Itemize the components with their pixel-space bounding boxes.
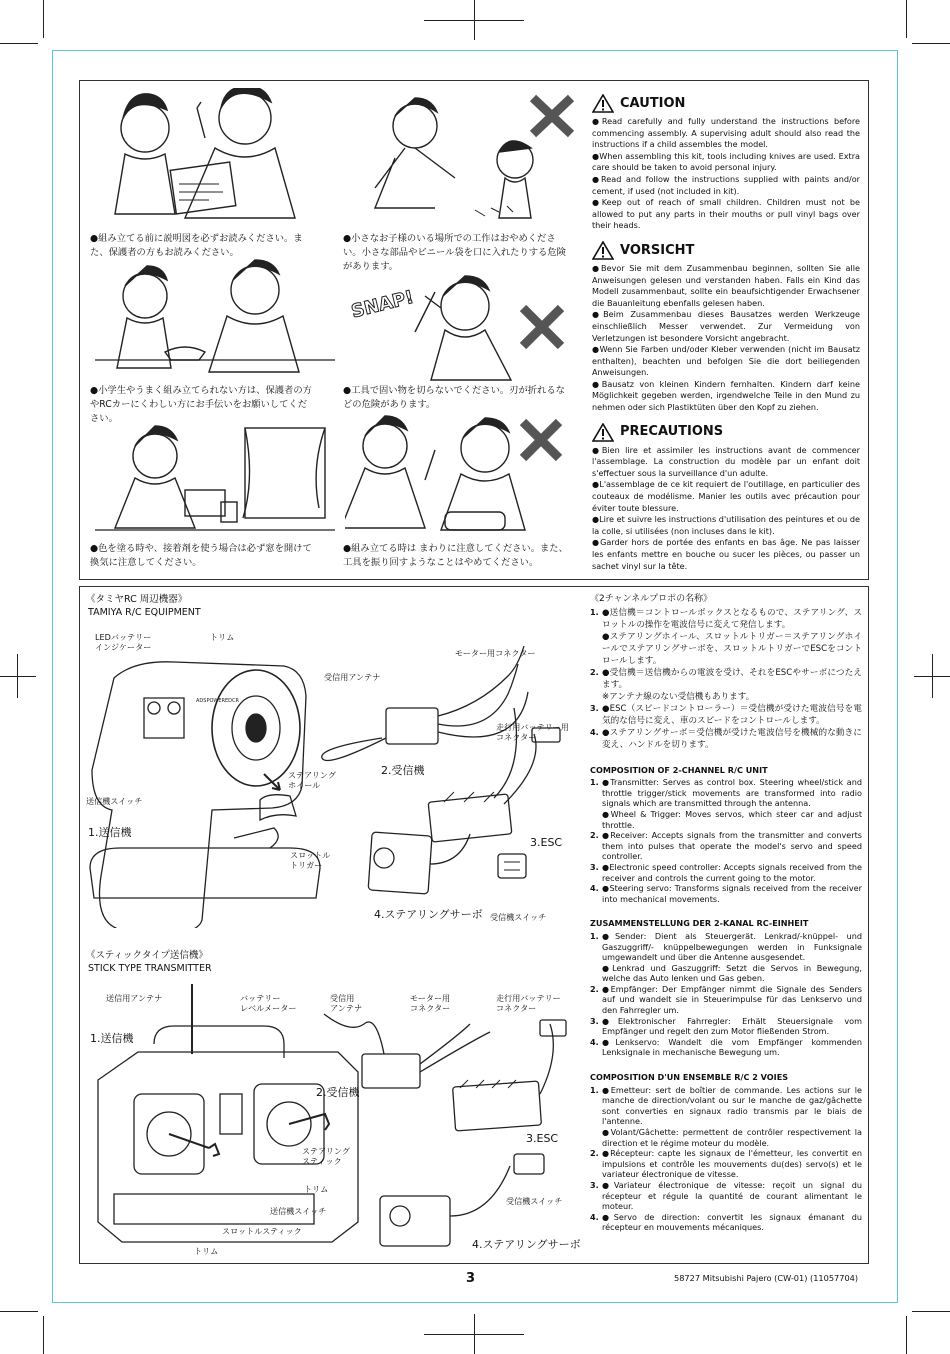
- caution-item: ●Read carefully and fully understand the instructions before commencing assembly. A supervising adult should also read the instructions if a child assembles the model.: [592, 116, 860, 150]
- label-stick-transmitter: 1.送信機: [90, 1032, 134, 1045]
- vorsicht-title: VORSICHT: [620, 242, 695, 258]
- composition-en-title: COMPOSITION OF 2-CHANNEL R/C UNIT: [590, 764, 768, 775]
- warnings-column: [592, 88, 860, 572]
- label-motor-connector: モーター用コネクター: [455, 648, 536, 658]
- label-stick-servo: 4.ステアリングサーボ: [472, 1238, 581, 1251]
- crop-mark: [17, 654, 18, 698]
- child-small-parts-illustration: [345, 90, 585, 228]
- label-stick-receiver: 2.受信機: [316, 1086, 360, 1099]
- vorsicht-item: ●Bevor Sie mit dem Zusammenbau beginnen, sollten Sie alle Anweisungen gelesen und verstanden haben. Falls ein Kind das Modell zusammenbaut, sollte ein beaufsichtigender Erwachsener die Bauanleitung ebenfalls gelesen haben.: [592, 262, 860, 308]
- crop-mark: [424, 1334, 524, 1335]
- composition-fr-item: 3. ●Variateur électronique de vitesse: reçoit un signal du récepteur et régule la quantité de courant alimentant le moteur.: [590, 1179, 862, 1212]
- equipment-title-en: TAMIYA R/C EQUIPMENT: [88, 607, 201, 618]
- label-steering-wheel: ステアリング ホイール: [288, 770, 336, 790]
- label-stick-trim-2: トリム: [194, 1246, 219, 1256]
- caption-small-children: ●小さなお子様のいる場所での工作はおやめください。小さな部品やビニール袋を口に入れたりする危険があります。: [343, 233, 566, 272]
- caution-item: ●Keep out of reach of small children. Children must not be allowed to put any parts in their mouths or pull vinyl bags over their heads.: [592, 197, 860, 231]
- composition-en-item: 1. ●Transmitter: Serves as control box. Steering wheel/stick and throttle trigger/stick movements are transformed into radio signals which are transmitted through the antenna. ●Wheel & Trigger: Moves servos, which steer car and adjust throttle.: [590, 777, 862, 830]
- painting-window-illustration: [95, 424, 335, 540]
- equipment-title-jp: 《タミヤRC 周辺機器》: [86, 594, 188, 605]
- label-transmitter: 1.送信機: [88, 826, 132, 839]
- vorsicht-text: [592, 263, 860, 414]
- tool-waving-illustration: [345, 412, 585, 540]
- caution-text: [592, 116, 860, 232]
- caption-tool-safety: ●組み立てる時は まわりに注意してください。また、工具を振り回すようなことはやめてください。: [343, 543, 568, 568]
- composition-de-item: 2. ●Empfänger: Der Empfänger nimmt die Signale des Senders auf und wandelt sie in Steuerimpulse für das Lenkservo und den Fahrregler um.: [590, 983, 862, 1016]
- composition-de-item: 1. ●Sender: Dient als Steuergerät. Lenkrad/-knüppel- und Gaszuggriff/- knüppelbewegungen werden in Funksignale umgewandelt und über die Antenne ausgesendet. ●Lenkrad und Gaszuggriff: Setzt die Servos in Bewegung, welche das Auto lenken und Gas geben.: [590, 930, 862, 984]
- label-stick-battery-connector: 走行用バッテリー コネクター: [496, 993, 561, 1013]
- composition-fr-title: COMPOSITION D'UN ENSEMBLE R/C 2 VOIES: [590, 1072, 789, 1083]
- precautions-item: ●Lire et suivre les instructions d'utilisation des peintures et ou de la colle, si utilisées (non incluses dans le kit).: [592, 514, 860, 536]
- product-code: 58727 Mitsubishi Pajero (CW-01) (11057704): [674, 1273, 859, 1283]
- crop-mark: [932, 654, 933, 698]
- vorsicht-item: ●Beim Zusammenbau dieses Bausatzes werden Werkzeuge einschließlich Messer verwendet. Zur Vermeidung von Verletzungen ist besondere Vorsicht angebracht.: [592, 309, 860, 343]
- stick-title-jp: 《スティックタイプ送信機》: [86, 950, 208, 961]
- label-throttle-trigger: スロットル トリガー: [290, 850, 331, 870]
- crop-mark: [912, 43, 950, 44]
- label-rx-antenna: 受信用アンテナ: [324, 672, 381, 682]
- composition-en-item: 4. ●Steering servo: Transforms signals received from the receiver into mechanical movements.: [590, 883, 862, 904]
- crop-mark: [0, 1311, 38, 1312]
- composition-jp-title: 《2チャンネルプロポの名称》: [590, 594, 713, 604]
- precautions-item: ●L'assemblage de ce kit requiert de l'outillage, en particulier des couteaux de modélisme. Manier les outils avec précaution pour éviter toute blessure.: [592, 479, 860, 513]
- crop-mark: [0, 43, 38, 44]
- precautions-heading: [592, 423, 860, 442]
- snap-text: SNAP!: [349, 286, 416, 323]
- label-battery-meter: バッテリー レベルメーター: [240, 993, 297, 1013]
- composition-fr-item: 4. ●Servo de direction: convertit les signaux émanant du récepteur en mouvements mécaniques.: [590, 1211, 862, 1233]
- crop-mark: [906, 1316, 907, 1354]
- warning-triangle-icon: [592, 241, 614, 260]
- label-stick-rx-switch: 受信機スイッチ: [506, 1196, 563, 1206]
- composition-en-item: 2. ●Receiver: Accepts signals from the transmitter and converts them into pulses that operate the model's servo and speed controller.: [590, 830, 862, 862]
- precautions-text: [592, 445, 860, 573]
- caption-read-instructions: ●組み立てる前に説明図を必ずお読みください。また、保護者の方もお読みください。: [90, 233, 303, 258]
- label-tx-antenna: 送信用アンテナ: [106, 993, 163, 1003]
- label-tx-switch: 送信機スイッチ: [86, 796, 143, 806]
- page-number: 3: [466, 1271, 476, 1286]
- crop-mark: [424, 20, 524, 21]
- composition-jp-item: 4. ●ステアリングサーボ＝受信機が受けた電波信号を機械的な動きに変え、ハンドルを切ります。: [590, 726, 862, 750]
- label-steering-stick: ステアリング スティック: [302, 1146, 350, 1166]
- caption-ventilation: ●色を塗る時や、接着剤を使う場合は必ず窓を開けて換気に注意してください。: [90, 543, 312, 568]
- label-led-indicator: LEDバッテリー インジケーター: [95, 632, 152, 652]
- label-stick-motor-connector: モーター用 コネクター: [410, 993, 451, 1013]
- transmitter-brand-text: ADSPOWEREDCR: [196, 698, 239, 704]
- crop-mark: [43, 1316, 44, 1354]
- label-battery-connector: 走行用バッテリー用 コネクター: [496, 722, 569, 742]
- stick-transmitter-diagram: [84, 984, 584, 1256]
- parent-helping-illustration: [95, 256, 335, 384]
- precautions-title: PRECAUTIONS: [620, 424, 724, 440]
- vorsicht-item: ●Bausatz von kleinen Kindern fernhalten. Kindern darf keine Möglichkeit gegeben werden, irgendwelche Teile in den Mund zu nehmen oder sich Plastiktüten über den Kopf zu ziehen.: [592, 378, 860, 413]
- crop-mark: [906, 0, 907, 38]
- composition-fr-item: 2. ●Récepteur: capte les signaux de l'émetteur, les convertit en impulsions et contrôle les mouvements du(des) servo(s) et le variateur électronique de vitesse.: [590, 1148, 862, 1180]
- composition-jp-item: 3. ●ESC（スピードコントローラー）＝受信機が受けた電波信号を電気的な信号に変え、車のスピードをコントロールします。: [590, 702, 862, 726]
- knife-snap-illustration: [345, 262, 585, 384]
- warning-triangle-icon: [592, 94, 614, 113]
- stick-title-en: STICK TYPE TRANSMITTER: [88, 963, 212, 974]
- label-receiver: 2.受信機: [381, 764, 425, 777]
- precautions-item: ●Bien lire et assimiler les instructions avant de commencer l'assemblage. La construction du modèle par un enfant doit s'effectuer sous la surveillance d'un adulte.: [592, 444, 860, 478]
- label-stick-esc: 3.ESC: [526, 1132, 559, 1145]
- composition-en-item: 3. ●Electronic speed controller: Accepts signals received from the receiver and controls the current going to the motor.: [590, 861, 862, 883]
- vorsicht-heading: [592, 241, 860, 260]
- crop-mark: [0, 676, 36, 677]
- composition-fr-item: 1. ●Emetteur: sert de boîtier de commande. Les actions sur le manche de direction/volant ou sur le manche de gaz/gâchette sont converties en signaux radio transmis par le biais de l'antenne. ●Volant/Gâchette: permettent de contrôler respectivement la direction et le régime moteur du modèle.: [590, 1084, 862, 1148]
- composition-de-item: 4. ●Lenkservo: Wandelt die vom Empfänger kommenden Lenksignale in mechanische Bewegung um.: [590, 1036, 862, 1058]
- label-stick-tx-switch: 送信機スイッチ: [270, 1206, 327, 1216]
- label-rx-switch: 受信機スイッチ: [490, 912, 547, 922]
- warning-triangle-icon: [592, 423, 614, 442]
- composition-column: [590, 594, 862, 1233]
- reading-instructions-illustration: [95, 88, 335, 228]
- caution-title: CAUTION: [620, 95, 686, 111]
- label-throttle-stick: スロットルスティック: [222, 1226, 302, 1236]
- composition-jp-item: 1. ●送信機＝コントロールボックスとなるもので、ステアリング、スロットルの操作を電波信号に変えて発信します。 ●ステアリングホイール、スロットルトリガー＝ステアリングホイールでステアリングサーボを、スロットルトリガーでESCをコントロールします。: [590, 606, 862, 666]
- precautions-item: ●Garder hors de portée des enfants en bas âge. Ne pas laisser les enfants mettre en bouche ou sucer les pièces, ou passer un sachet vinyl sur la tête.: [592, 537, 860, 571]
- crop-mark: [43, 0, 44, 38]
- crop-mark: [912, 1311, 950, 1312]
- label-stick-trim-1: トリム: [304, 1184, 329, 1194]
- label-esc: 3.ESC: [530, 836, 563, 849]
- caption-dont-cut-hard: ●工具で固い物を切らないでください。刃が折れるなどの危険があります。: [343, 385, 565, 410]
- label-stick-rx-antenna: 受信用 アンテナ: [330, 993, 363, 1013]
- label-trim: トリム: [210, 632, 235, 642]
- caution-item: ●When assembling this kit, tools including knives are used. Extra care should be taken to avoid personal injury.: [592, 150, 860, 173]
- composition-jp-item: 2. ●受信機＝送信機からの電波を受け、それをESCやサーボにつたえます。 ※アンテナ線のない受信機もあります。: [590, 666, 862, 702]
- composition-de-item: 3. ●Elektronischer Fahrregler: Erhält Steuersignale vom Empfänger und regelt den zum Motor fließenden Strom.: [590, 1015, 862, 1037]
- composition-de-title: ZUSAMMENSTELLUNG DER 2-KANAL RC-EINHEIT: [590, 918, 809, 929]
- caution-item: ●Read and follow the instructions supplied with paints and/or cement, if used (not included in kit).: [592, 173, 860, 196]
- caution-heading: [592, 94, 860, 113]
- vorsicht-item: ●Wenn Sie Farben und/oder Kleber verwenden (nicht im Bausatz enthalten), beachten und befolgen Sie die dort beiliegenden Anweisungen.: [592, 344, 860, 378]
- caption-ask-help: ●小学生やうまく組み立てられない方は、保護者の方やRCカーにくわしい方にお手伝いをお願いしてください。: [90, 385, 312, 424]
- label-servo: 4.ステアリングサーボ: [374, 908, 483, 921]
